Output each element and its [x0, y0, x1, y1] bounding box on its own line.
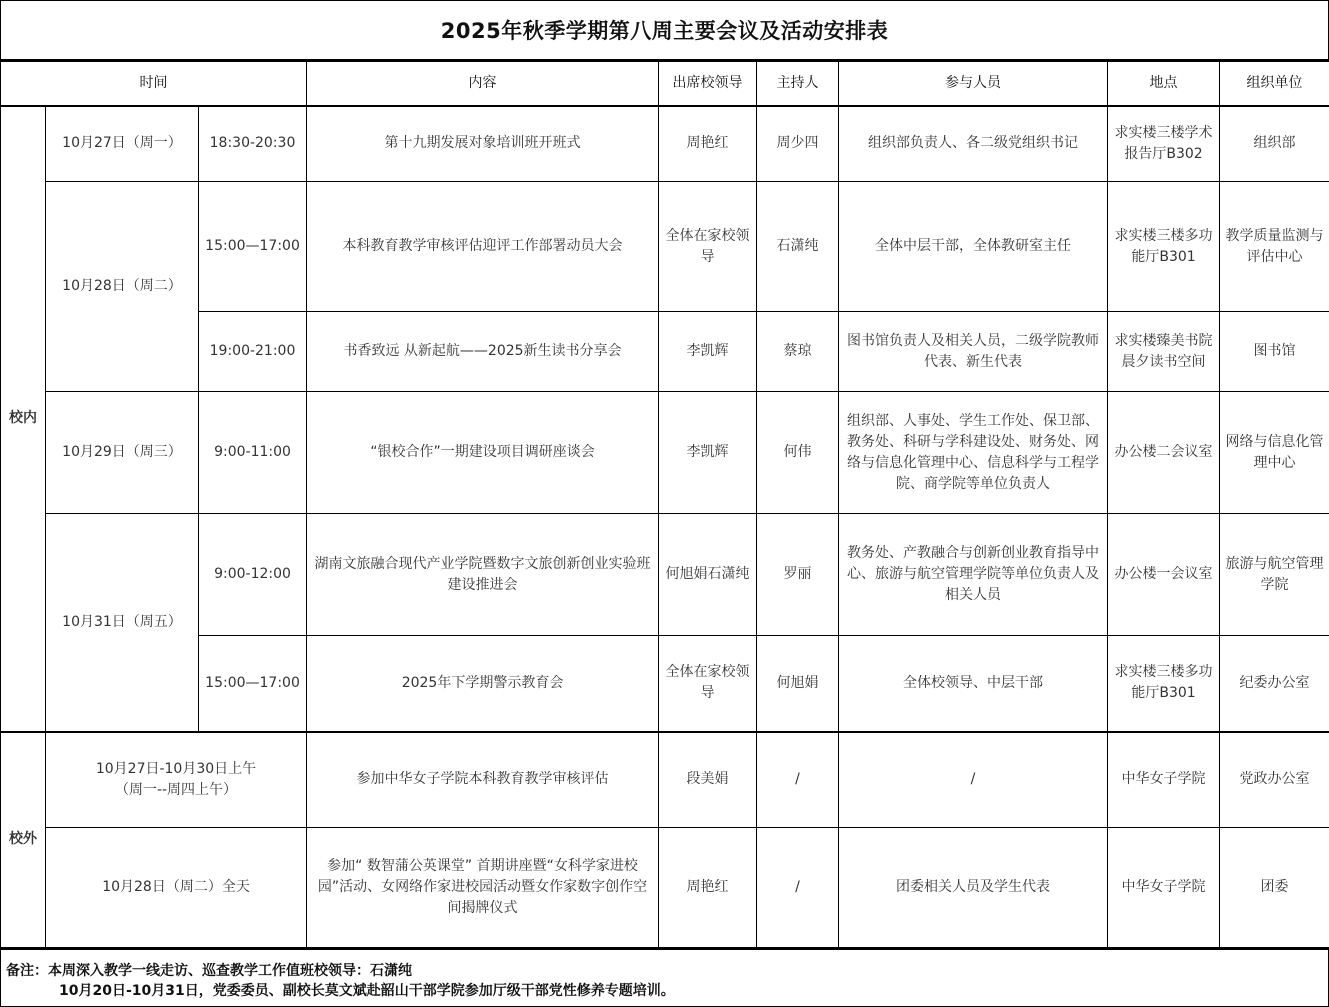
- participants-cell: 组织部负责人、各二级党组织书记: [839, 106, 1108, 182]
- content-cell: 参加“ 数智蒲公英课堂” 首期讲座暨“女科学家进校园”活动、女网络作家进校园活动暨女作家数字创作空间揭牌仪式: [307, 828, 659, 948]
- time-cell: 9:00-12:00: [199, 514, 307, 636]
- leader-cell: 全体在家校领导: [659, 182, 757, 312]
- participants-cell: 教务处、产教融合与创新创业教育指导中心、旅游与航空管理学院等单位负责人及相关人员: [839, 514, 1108, 636]
- table-row: [1, 828, 1329, 948]
- page-title: 2025年秋季学期第八周主要会议及活动安排表: [0, 0, 1329, 61]
- header-location: 地点: [1108, 62, 1220, 106]
- location-cell: 中华女子学院: [1108, 732, 1220, 828]
- organizer-cell: 组织部: [1220, 106, 1329, 182]
- notes-section: [0, 948, 1329, 1007]
- content-cell: “银校合作”一期建设项目调研座谈会: [307, 392, 659, 514]
- location-cell: 求实楼臻美书院晨夕读书空间: [1108, 312, 1220, 392]
- host-cell: /: [757, 732, 839, 828]
- time-cell: 19:00-21:00: [199, 312, 307, 392]
- organizer-cell: 纪委办公室: [1220, 636, 1329, 732]
- content-cell: 2025年下学期警示教育会: [307, 636, 659, 732]
- organizer-cell: 旅游与航空管理学院: [1220, 514, 1329, 636]
- note-line-2: 10月20日-10月31日，党委委员、副校长莫文斌赴韶山干部学院参加厅级干部党性修养专题培训。: [59, 983, 675, 999]
- organizer-cell: 团委: [1220, 828, 1329, 948]
- content-cell: 书香致远 从新起航——2025新生读书分享会: [307, 312, 659, 392]
- host-cell: 石潇纯: [757, 182, 839, 312]
- note-line-1: 备注：本周深入教学一线走访、巡查教学工作值班校领导：石潇纯: [6, 963, 412, 979]
- date-cell: 10月31日（周五）: [46, 514, 199, 732]
- host-cell: 罗丽: [757, 514, 839, 636]
- date-cell: 10月27日-10月30日上午（周一--周四上午）: [46, 732, 307, 828]
- table-row: [1, 392, 1329, 514]
- content-cell: 本科教育教学审核评估迎评工作部署动员大会: [307, 182, 659, 312]
- participants-cell: 组织部、人事处、学生工作处、保卫部、教务处、科研与学科建设处、财务处、网络与信息化管理中心、信息科学与工程学院、商学院等单位负责人: [839, 392, 1108, 514]
- table-row: [1, 636, 1329, 732]
- participants-cell: /: [839, 732, 1108, 828]
- leader-cell: 周艳红: [659, 828, 757, 948]
- schedule-table: [0, 61, 1329, 948]
- table-row: [1, 514, 1329, 636]
- leader-cell: 段美娟: [659, 732, 757, 828]
- location-cell: 求实楼三楼多功能厅B301: [1108, 636, 1220, 732]
- location-cell: 办公楼二会议室: [1108, 392, 1220, 514]
- date-cell: 10月28日（周二）: [46, 182, 199, 392]
- participants-cell: 图书馆负责人及相关人员，二级学院教师代表、新生代表: [839, 312, 1108, 392]
- header-host: 主持人: [757, 62, 839, 106]
- region-off-campus: 校外: [1, 732, 46, 948]
- header-participants: 参与人员: [839, 62, 1108, 106]
- participants-cell: 全体中层干部，全体教研室主任: [839, 182, 1108, 312]
- organizer-cell: 教学质量监测与评估中心: [1220, 182, 1329, 312]
- host-cell: 何伟: [757, 392, 839, 514]
- organizer-cell: 党政办公室: [1220, 732, 1329, 828]
- time-cell: 15:00—17:00: [199, 182, 307, 312]
- leader-cell: 周艳红: [659, 106, 757, 182]
- participants-cell: 全体校领导、中层干部: [839, 636, 1108, 732]
- date-cell: 10月28日（周二）全天: [46, 828, 307, 948]
- location-cell: 求实楼三楼多功能厅B301: [1108, 182, 1220, 312]
- time-cell: 9:00-11:00: [199, 392, 307, 514]
- header-row: [1, 62, 1329, 106]
- host-cell: 何旭娟: [757, 636, 839, 732]
- date-cell: 10月29日（周三）: [46, 392, 199, 514]
- header-organizer: 组织单位: [1220, 62, 1329, 106]
- date-cell: 10月27日（周一）: [46, 106, 199, 182]
- leader-cell: 李凯辉: [659, 392, 757, 514]
- header-content: 内容: [307, 62, 659, 106]
- leader-cell: 李凯辉: [659, 312, 757, 392]
- table-row: [1, 732, 1329, 828]
- content-cell: 湖南文旅融合现代产业学院暨数字文旅创新创业实验班建设推进会: [307, 514, 659, 636]
- header-leader: 出席校领导: [659, 62, 757, 106]
- time-cell: 18:30-20:30: [199, 106, 307, 182]
- location-cell: 求实楼三楼学术报告厅B302: [1108, 106, 1220, 182]
- organizer-cell: 图书馆: [1220, 312, 1329, 392]
- table-row: [1, 182, 1329, 312]
- table-row: [1, 312, 1329, 392]
- region-on-campus: 校内: [1, 106, 46, 732]
- time-cell: 15:00—17:00: [199, 636, 307, 732]
- content-cell: 参加中华女子学院本科教育教学审核评估: [307, 732, 659, 828]
- host-cell: 周少四: [757, 106, 839, 182]
- leader-cell: 何旭娟石潇纯: [659, 514, 757, 636]
- table-row: [1, 106, 1329, 182]
- content-cell: 第十九期发展对象培训班开班式: [307, 106, 659, 182]
- leader-cell: 全体在家校领导: [659, 636, 757, 732]
- host-cell: 蔡琼: [757, 312, 839, 392]
- host-cell: /: [757, 828, 839, 948]
- location-cell: 中华女子学院: [1108, 828, 1220, 948]
- header-time: 时间: [1, 62, 307, 106]
- participants-cell: 团委相关人员及学生代表: [839, 828, 1108, 948]
- location-cell: 办公楼一会议室: [1108, 514, 1220, 636]
- organizer-cell: 网络与信息化管理中心: [1220, 392, 1329, 514]
